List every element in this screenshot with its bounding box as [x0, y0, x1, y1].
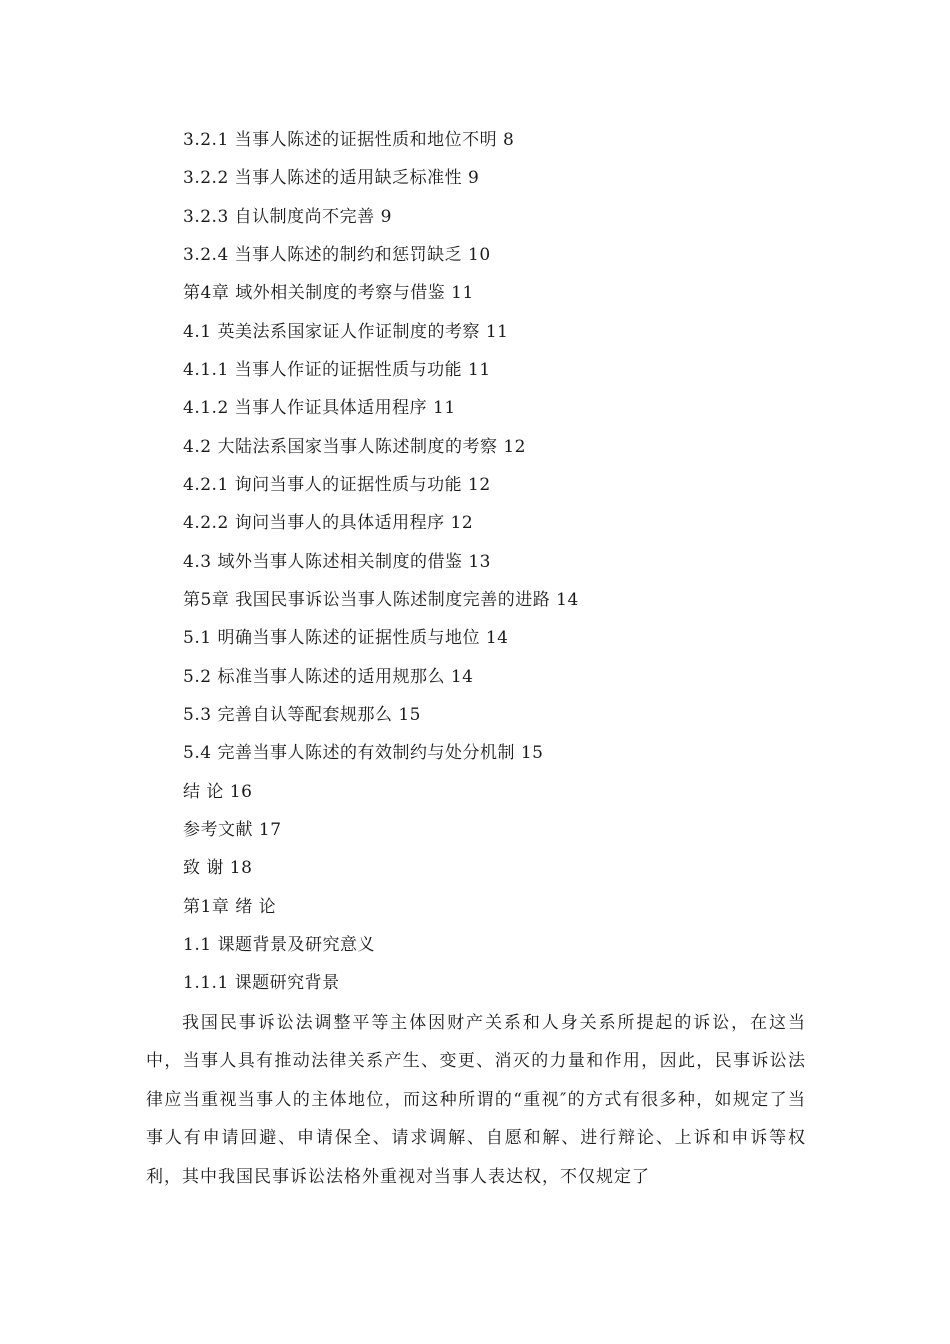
toc-entry: 结 论 16	[183, 782, 253, 802]
toc-chapter: 第5章 我国民事诉讼当事人陈述制度完善的进路 14	[183, 590, 579, 610]
toc-entry: 4.2.2 询问当事人的具体适用程序 12	[183, 513, 474, 533]
chapter-heading: 第1章 绪 论	[183, 897, 277, 917]
toc-entry: 4.1 英美法系国家证人作证制度的考察 11	[183, 322, 509, 342]
toc-entry: 4.3 域外当事人陈述相关制度的借鉴 13	[183, 552, 491, 572]
toc-entry: 参考文献 17	[183, 820, 282, 840]
subsection-heading: 1.1.1 课题研究背景	[183, 973, 340, 993]
toc-entry: 3.2.4 当事人陈述的制约和惩罚缺乏 10	[183, 245, 491, 265]
body-paragraph: 我国民事诉讼法调整平等主体因财产关系和人身关系所提起的诉讼，在这当中，当事人具有推动法律关系产生、变更、消灭的力量和作用，因此，民事诉讼法律应当重视当事人的主体地位，而这种所谓的“重视″的方式有很多种，如规定了当事人有申请回避、申请保全、请求调解、自愿和解、进行辩论、上诉和申诉等权利，其中我国民事诉讼法格外重视对当事人表达权，不仅规定了	[146, 1013, 806, 1187]
toc-entry: 5.4 完善当事人陈述的有效制约与处分机制 15	[183, 743, 544, 763]
toc-entry: 5.3 完善自认等配套规那么 15	[183, 705, 421, 725]
toc-chapter: 第4章 域外相关制度的考察与借鉴 11	[183, 283, 474, 303]
toc-entry: 4.1.1 当事人作证的证据性质与功能 11	[183, 360, 491, 380]
toc-entry: 3.2.2 当事人陈述的适用缺乏标准性 9	[183, 168, 480, 188]
toc-entry: 3.2.1 当事人陈述的证据性质和地位不明 8	[183, 130, 515, 150]
toc-entry: 4.1.2 当事人作证具体适用程序 11	[183, 398, 456, 418]
toc-entry: 致 谢 18	[183, 858, 253, 878]
toc-entry: 5.2 标准当事人陈述的适用规那么 14	[183, 667, 474, 687]
toc-entry: 3.2.3 自认制度尚不完善 9	[183, 207, 392, 227]
toc-entry: 4.2.1 询问当事人的证据性质与功能 12	[183, 475, 491, 495]
toc-entry: 5.1 明确当事人陈述的证据性质与地位 14	[183, 628, 509, 648]
toc-entry: 4.2 大陆法系国家当事人陈述制度的考察 12	[183, 437, 526, 457]
section-heading: 1.1 课题背景及研究意义	[183, 935, 375, 955]
